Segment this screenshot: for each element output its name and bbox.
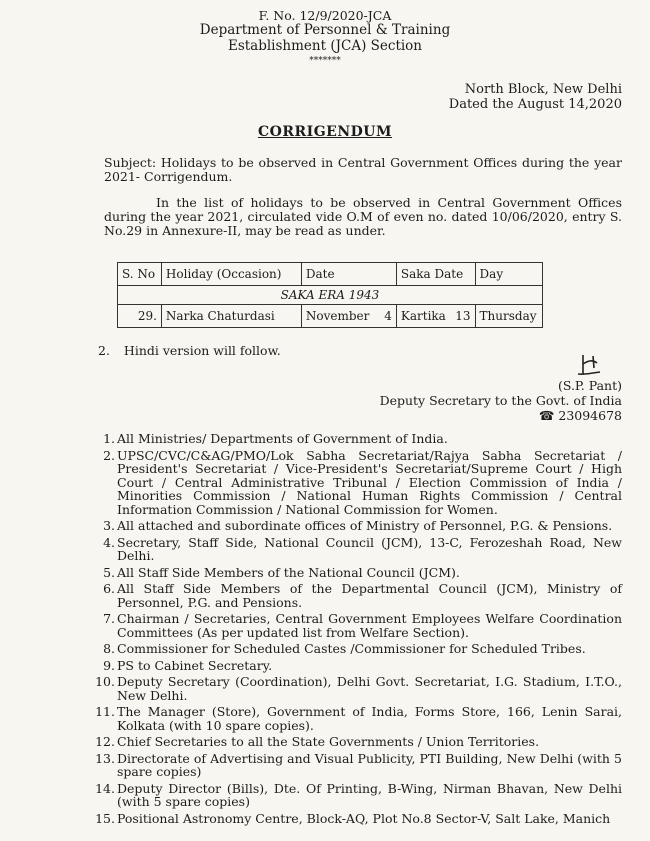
cell-holiday: Narka Chaturdasi <box>161 305 301 328</box>
list-item <box>0 566 622 580</box>
holiday-table <box>117 262 543 328</box>
col-saka-date: Saka Date <box>396 263 475 286</box>
list-item-text: All Staff Side Members of the Departmental Council (JCM), Ministry of Personnel, P.G. and Pensions. <box>117 581 622 610</box>
list-item <box>0 675 622 702</box>
list-item-number: 12. <box>95 734 115 749</box>
signatory-designation: Deputy Secretary to the Govt. of India <box>379 393 622 408</box>
list-item-number: 6. <box>103 581 115 596</box>
col-sno: S. No <box>118 263 162 286</box>
table-row <box>118 305 543 328</box>
list-item <box>0 519 622 533</box>
col-date: Date <box>301 263 396 286</box>
list-item <box>0 612 622 639</box>
list-item-number: 10. <box>95 674 115 689</box>
list-item <box>0 536 622 563</box>
hindi-note-text: Hindi version will follow. <box>123 343 281 358</box>
list-item-text: Directorate of Advertising and Visual Publicity, PTI Building, New Delhi (with 5 spare copies) <box>117 750 622 779</box>
col-day: Day <box>475 263 542 286</box>
cell-saka-day: 13 <box>455 309 471 323</box>
section-name: Establishment (JCA) Section <box>227 38 423 54</box>
list-item <box>0 432 622 446</box>
list-item-number: 9. <box>103 657 115 673</box>
subject-line: Subject: Holidays to be observed in Central Government Offices during the year 2021- Corrigendum. <box>104 155 622 184</box>
list-item-text: Deputy Director (Bills), Dte. Of Printing, B-Wing, Nirman Bhavan, New Delhi (with 5 spare copies) <box>117 780 622 809</box>
list-item <box>0 735 622 749</box>
department-name: Department of Personnel & Training <box>199 22 451 38</box>
signature-icon <box>575 352 603 380</box>
list-item-number: 7. <box>103 611 115 626</box>
list-item-text: PS to Cabinet Secretary. <box>117 657 273 673</box>
cell-saka-month: Kartika <box>400 309 446 323</box>
list-item-number: 14. <box>95 780 115 796</box>
signatory-phone: ☎ 23094678 <box>538 408 622 423</box>
list-item-number: 13. <box>95 750 115 766</box>
cell-date-month: November <box>305 309 370 323</box>
saka-era: SAKA ERA 1943 <box>118 286 543 305</box>
table-era-row <box>118 286 543 305</box>
cell-weekday: Thursday <box>475 305 542 328</box>
cell-date <box>301 305 396 328</box>
list-item <box>0 642 622 656</box>
list-item-number: 11. <box>95 704 115 719</box>
list-item <box>0 582 622 609</box>
intro-paragraph: In the list of holidays to be observed in Central Government Offices during the year 2021, circulated vide O.M of even no. dated 10/06/2020, entry S. No.29 in Annexure-II, may be read as under. <box>104 195 622 238</box>
list-item-text: Secretary, Staff Side, National Council (JCM), 13-C, Ferozeshah Road, New Delhi. <box>117 534 622 563</box>
list-item-number: 2. <box>103 447 115 463</box>
list-item-number: 3. <box>103 518 115 533</box>
list-item-text: The Manager (Store), Government of India, Forms Store, 166, Lenin Sarai, Kolkata (with 10 spare copies). <box>117 704 622 733</box>
list-item-text: Commissioner for Scheduled Castes /Commissioner for Scheduled Tribes. <box>117 641 586 656</box>
document-title: CORRIGENDUM <box>258 124 392 140</box>
hindi-note-number: 2. <box>98 343 110 358</box>
list-item <box>0 705 622 732</box>
list-item-text: Chairman / Secretaries, Central Government Employees Welfare Coordination Committees (As per updated list from Welfare Section). <box>117 611 622 640</box>
distribution-list <box>0 432 622 828</box>
cell-saka <box>396 305 475 328</box>
hindi-note <box>98 344 281 358</box>
list-item <box>0 752 622 779</box>
file-number: F. No. 12/9/2020-JCA <box>258 8 392 23</box>
list-item-text: UPSC/CVC/C&AG/PMO/Lok Sabha Secretariat/Rajya Sabha Secretariat / President's Secretariat / Vice-President's Secretariat/Supreme Court / High Court / Central Administrative Tribunal / Election Commission of India / Minorities Commission / National Human Rights Commission / Central Information Commission / National Commission for Women. <box>117 447 622 517</box>
list-item-number: 15. <box>95 810 115 826</box>
signatory-name: (S.P. Pant) <box>557 378 622 393</box>
list-item-number: 1. <box>103 431 115 446</box>
list-item-number: 4. <box>103 534 115 550</box>
list-item-text: Chief Secretaries to all the State Governments / Union Territories. <box>117 734 540 749</box>
table-header-row <box>118 263 543 286</box>
list-item <box>0 449 622 517</box>
list-item-text: Positional Astronomy Centre, Block-AQ, Plot No.8 Sector-V, Salt Lake, Manich <box>117 810 611 826</box>
list-item-text: All attached and subordinate offices of Ministry of Personnel, P.G. & Pensions. <box>117 518 613 533</box>
cell-sno: 29. <box>118 305 162 328</box>
list-item-number: 5. <box>103 564 115 580</box>
list-item <box>0 782 622 809</box>
list-item-text: All Staff Side Members of the National Council (JCM). <box>117 564 460 580</box>
place: North Block, New Delhi <box>464 82 622 97</box>
cell-date-day: 4 <box>384 309 392 323</box>
date-line: Dated the August 14,2020 <box>448 97 622 112</box>
list-item-text: Deputy Secretary (Coordination), Delhi Govt. Secretariat, I.G. Stadium, I.T.O., New Delhi. <box>117 674 622 703</box>
list-item <box>0 812 622 826</box>
header-stars: ******* <box>309 56 341 66</box>
list-item-number: 8. <box>103 641 115 656</box>
list-item <box>0 659 622 673</box>
list-item-text: All Ministries/ Departments of Government of India. <box>117 431 448 446</box>
col-holiday: Holiday (Occasion) <box>161 263 301 286</box>
